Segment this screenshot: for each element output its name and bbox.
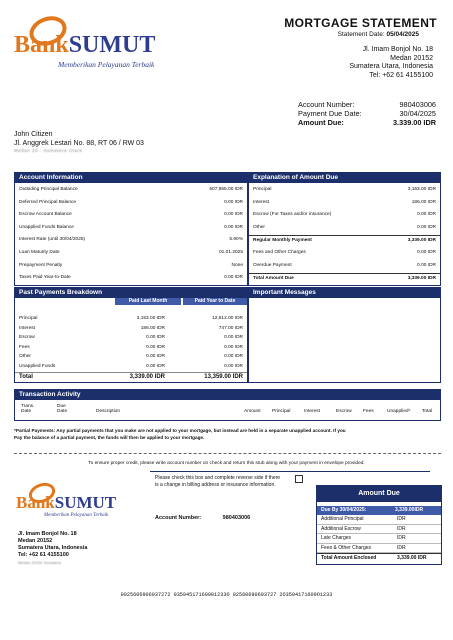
explanation-row xyxy=(249,223,440,232)
due-by-row: Due By 30/04/2025: 3,339.00IDR xyxy=(317,506,441,515)
past-payment-row-v1: 0.00 IDR xyxy=(146,344,165,350)
col-interest: Interest xyxy=(304,409,320,414)
explanation-row-value: 3,339.00 IDR xyxy=(407,238,436,244)
col-due-date: Due Date xyxy=(57,404,68,414)
tear-line xyxy=(14,453,441,454)
account-info-row-label: Unapplied Funds Balance xyxy=(19,224,74,230)
account-info-row-value: None xyxy=(231,262,243,268)
explanation-row-value: 0.00 IDR xyxy=(417,224,436,230)
stub-amount-value: IDR xyxy=(397,516,406,522)
account-info-row xyxy=(15,261,247,270)
statement-title: MORTGAGE STATEMENT xyxy=(284,16,437,30)
explanation-row-label: Overdue Payment xyxy=(253,262,292,268)
stub-bank-name-blue: SUMUT xyxy=(54,493,117,512)
important-messages-header: Important Messages xyxy=(249,288,440,298)
explanation-row-label: Total Amount Due xyxy=(253,276,294,282)
account-info-row-label: Deferred Principal Balance xyxy=(19,199,77,205)
explanation-row-label: Other xyxy=(253,224,265,230)
explanation-row-value: 3,339.00 IDR xyxy=(407,276,436,282)
explanation-row xyxy=(249,248,440,257)
stub-amount-label: Additional Principal xyxy=(321,516,364,522)
stub-amount-row xyxy=(317,525,441,535)
explanation-row xyxy=(249,235,440,245)
past-payment-row-v1: 0.00 IDR xyxy=(146,363,165,369)
past-payment-row-v1: 0.00 IDR xyxy=(146,335,165,340)
statement-date: Statement Date: 05/04/2025 xyxy=(337,31,419,38)
stub-rule xyxy=(150,471,430,472)
explanation-row-label: Principal xyxy=(253,187,272,192)
past-payment-row xyxy=(15,314,247,323)
past-payment-row xyxy=(15,333,247,342)
account-info-row xyxy=(15,210,247,219)
explanation-row-label: Interest xyxy=(253,199,269,205)
explanation-row-value: 3,153.00 IDR xyxy=(407,187,436,192)
account-info-row xyxy=(15,248,247,257)
col-escrow: Escrow xyxy=(336,409,352,414)
col-fees: Fees xyxy=(363,409,374,414)
account-info-row-label: Escrow Account Balance xyxy=(19,212,72,218)
past-payment-row-v1: 186.00 IDR xyxy=(140,325,165,331)
account-info-row-label: Interest Rate (until 30/04/2025) xyxy=(19,237,86,243)
partial-payment-note: *Partial Payments: Any partial payments that you make are not applied to your mortgage, but instead are held in a separate unapplied account. If you Pay the balance of a partial payment, the funds will then be applied to your mortgage. xyxy=(14,428,346,440)
past-payment-row-label: Interest xyxy=(19,325,35,331)
account-info-row-value: 5.90% xyxy=(229,237,243,243)
customer-street: Jl. Anggrek Lestari No. 88, RT 06 / RW 03 xyxy=(14,140,144,147)
past-payments-section xyxy=(14,287,248,383)
stub-amount-row xyxy=(317,544,441,554)
col-principal: Principal xyxy=(272,409,291,414)
past-payment-row xyxy=(15,343,247,352)
explanation-row xyxy=(249,261,440,270)
past-payment-row xyxy=(15,352,247,361)
transaction-activity-section xyxy=(14,389,441,421)
explanation-row xyxy=(249,198,440,207)
customer-scribble: Medan 20 - Sumatera Utara xyxy=(14,148,83,153)
stub-amount-label: Additional Escrow xyxy=(321,525,361,532)
col-description: Description xyxy=(96,409,120,414)
account-info-row-value: 01.01.2025 xyxy=(218,250,243,255)
important-messages-section xyxy=(248,287,441,383)
explanation-row xyxy=(249,210,440,219)
account-info-row xyxy=(15,198,247,207)
transaction-header: Transaction Activity xyxy=(15,390,440,400)
stub-amount-row xyxy=(317,515,441,525)
explanation-row-label: Escrow (For Taxes and/or insurance) xyxy=(253,212,332,218)
account-info-row-label: Taxes Paid Year-to-Date xyxy=(19,275,71,281)
past-payment-row-v2: 12,612.00 IDR xyxy=(212,316,243,321)
stub-amount-row xyxy=(317,553,441,563)
bank-address: Jl. Imam Bonjol No. 18 Medan 20152 Sumatera Utara, Indonesia Tel: +62 61 4155100 xyxy=(349,46,433,79)
bank-tagline: Memberikan Pelayanan Terbaik xyxy=(58,60,155,69)
proper-credit-note: To ensure proper credit, please write account number on check and return this stub along with your payment in envelope provided. xyxy=(88,461,365,466)
stub-bank-name-orange: Bank xyxy=(16,493,55,512)
stub-bank-tagline: Memberikan Pelayanan Terbaik xyxy=(44,513,109,518)
stub-bank-address: Jl. Imam Bonjol No. 18 Medan 20152 Sumatera Utara, Indonesia Tel: +62 61 4155100 Medan 20152 Sumatera xyxy=(18,531,88,565)
past-payment-row-label: Other xyxy=(19,354,31,359)
past-payment-row-label: Fees xyxy=(19,344,30,350)
explanation-section xyxy=(248,172,441,286)
account-info-header: Account Information xyxy=(15,173,247,183)
stub-amount-value: IDR xyxy=(397,535,406,542)
amount-due-header: Amount Due xyxy=(317,486,441,502)
stub-amount-label: Total Amount Enclosed xyxy=(321,555,377,562)
past-payment-row xyxy=(15,362,247,371)
stub-amount-label: Fees & Other Charges xyxy=(321,544,372,551)
account-info-row-value: 507,855.00 IDR xyxy=(209,187,243,192)
account-info-row xyxy=(15,273,247,282)
account-info-section xyxy=(14,172,248,286)
account-info-row-label: Prepayment Penalty xyxy=(19,262,63,268)
explanation-row xyxy=(249,273,440,283)
account-info-row-value: 0.00 IDR xyxy=(224,199,243,205)
account-info-row-value: 0.00 IDR xyxy=(224,212,243,218)
past-payment-row-v2: 747.00 IDR xyxy=(218,325,243,331)
past-payment-row-label: Unapplied Funds xyxy=(19,363,56,369)
stub-amount-value: 3,339.00 IDR xyxy=(397,555,427,562)
bank-logo xyxy=(14,14,194,74)
customer-address xyxy=(14,130,144,153)
amount-due-box xyxy=(316,485,442,565)
explanation-row-value: 0.00 IDR xyxy=(417,212,436,218)
past-total-row: Total 3,339.00 IDR 13,359.00 IDR xyxy=(15,372,247,382)
explanation-row xyxy=(249,185,440,194)
past-payment-row-v1: 3,153.00 IDR xyxy=(136,316,165,321)
stub-amount-row xyxy=(317,534,441,544)
past-payment-row-label: Principal xyxy=(19,316,38,321)
explanation-row-label: Fees and Other Charges xyxy=(253,250,306,255)
past-payments-header: Past Payments Breakdown xyxy=(15,288,247,298)
bank-name-blue: SUMUT xyxy=(68,32,156,58)
past-payment-row-v2: 0.00 IDR xyxy=(224,344,243,350)
stub-amount-value: IDR xyxy=(397,525,406,532)
account-summary: Account Number: 980403006 Payment Due Date: 30/04/2025 Amount Due: 3.339.00 IDR xyxy=(298,100,436,127)
account-info-row-value: 0.00 IDR xyxy=(224,275,243,281)
paid-ytd-header: Paid Year to Date xyxy=(183,298,247,305)
paid-last-month-header: Paid Last Month xyxy=(115,298,181,305)
account-info-row xyxy=(15,185,247,194)
explanation-row-label: Regular Monthly Payment xyxy=(253,238,312,244)
stub-amount-label: Late Charges xyxy=(321,535,352,542)
account-info-row-label: Outsiding Principal Balance xyxy=(19,187,78,192)
explanation-row-value: 186.00 IDR xyxy=(411,199,436,205)
col-unapplied: Unapplied* xyxy=(387,409,411,414)
col-amount: Amount xyxy=(244,409,261,414)
customer-name: John Citizen xyxy=(14,131,53,138)
col-trans-date: Trans. Date xyxy=(21,404,35,414)
past-payment-row-v2: 0.00 IDR xyxy=(224,354,243,359)
account-info-row xyxy=(15,223,247,232)
stub-amount-value: IDR xyxy=(397,544,406,551)
col-total: Total xyxy=(422,409,433,414)
micr-line: 0025606906037272 03594517160901233O 02560690603727 2O3594171609O1233 xyxy=(120,592,333,598)
past-payment-row-v1: 0.00 IDR xyxy=(146,354,165,359)
explanation-row-value: 0.00 IDR xyxy=(417,262,436,268)
account-info-row-label: Loan Maturity Date xyxy=(19,250,60,255)
past-payment-row-v2: 0.00 IDR xyxy=(224,335,243,340)
change-address-note: Please check this box and complete reverse side if there is a change in billing address or insurance information. xyxy=(155,475,281,488)
account-info-row-value: 0.00 IDR xyxy=(224,224,243,230)
change-address-checkbox[interactable] xyxy=(295,475,303,483)
stub-scribble: Medan 20152 Sumatera xyxy=(18,560,61,565)
explanation-header: Explanation of Amount Due xyxy=(249,173,440,183)
stub-logo xyxy=(16,482,146,522)
explanation-row-value: 0.00 IDR xyxy=(417,250,436,255)
past-payment-row xyxy=(15,324,247,333)
bank-name-orange: Bank xyxy=(14,32,69,58)
past-payment-row-v2: 0.00 IDR xyxy=(224,363,243,369)
stub-account: Account Number: 980403006 xyxy=(155,515,251,521)
account-info-row xyxy=(15,235,247,244)
past-payment-row-label: Escrow xyxy=(19,335,35,340)
